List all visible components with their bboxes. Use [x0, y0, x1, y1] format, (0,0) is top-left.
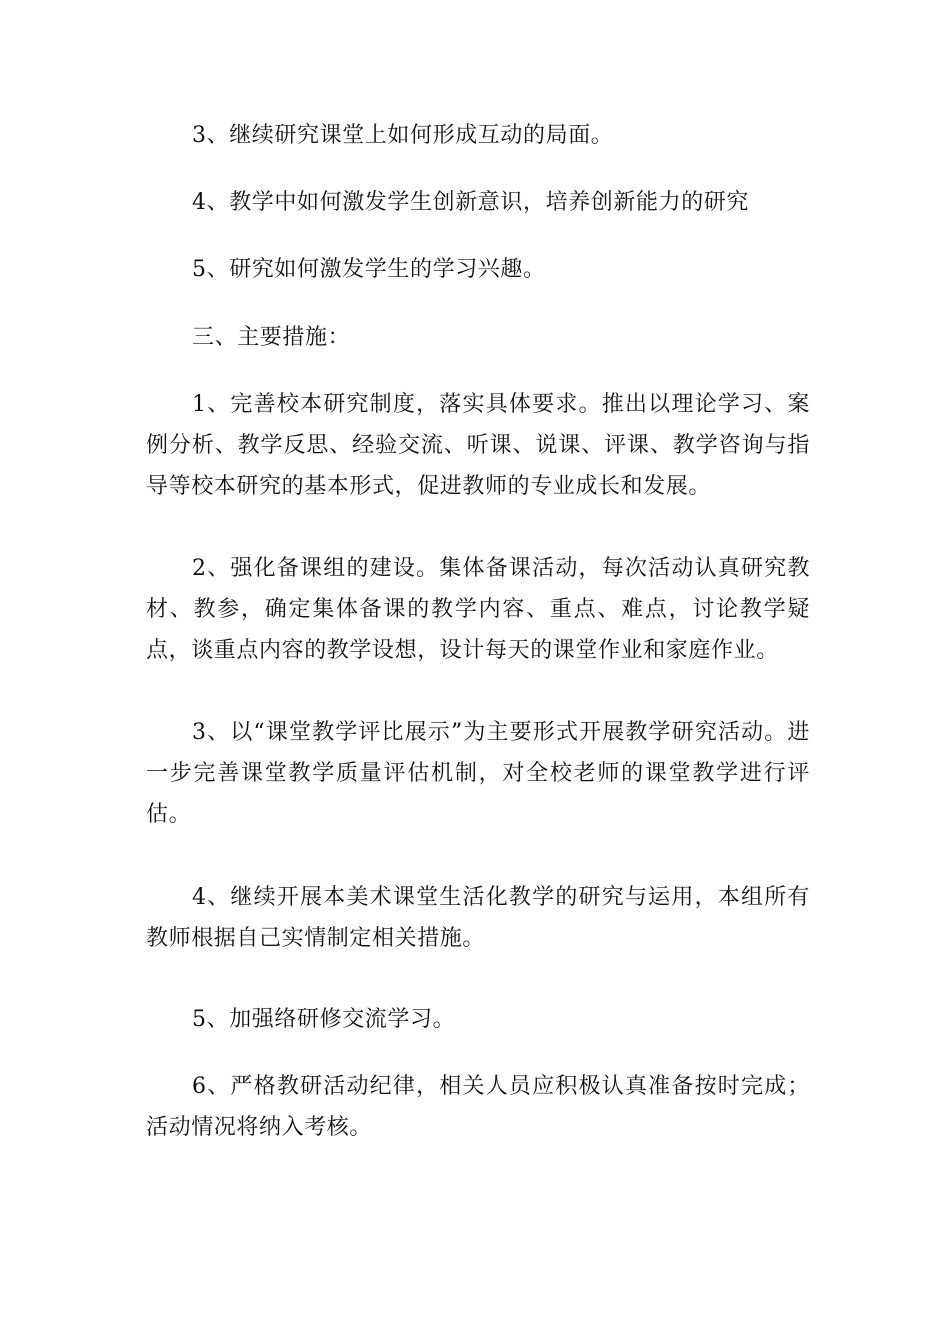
paragraph-item-4-innovation: 4、教学中如何激发学生创新意识，培养创新能力的研究 [192, 190, 749, 215]
paragraph-measure-5: 5、加强络研修交流学习。 [192, 1007, 456, 1032]
paragraph-measure-1: 1、完善校本研究制度，落实具体要求。推出以理论学习、案例分析、教学反思、经验交流、听课、说课、评课、教学咨询与指导等校本研究的基本形式，促进教师的专业成长和发展。 [146, 392, 810, 499]
paragraph-measure-4: 4、继续开展本美术课堂生活化教学的研究与运用，本组所有教师根据自己实情制定相关措施。 [146, 885, 810, 951]
paragraph-measure-2: 2、强化备课组的建设。集体备课活动，每次活动认真研究教材、教参，确定集体备课的教学内容、重点、难点，讨论教学疑点，谈重点内容的教学设想，设计每天的课堂作业和家庭作业。 [146, 556, 810, 663]
paragraph-item-3-interaction: 3、继续研究课堂上如何形成互动的局面。 [192, 123, 614, 148]
section-heading-main-measures: 三、主要措施： [192, 325, 351, 350]
paragraph-measure-6: 6、严格教研活动纪律，相关人员应积极认真准备按时完成；活动情况将纳入考核。 [146, 1074, 810, 1140]
paragraph-item-5-interest: 5、研究如何激发学生的学习兴趣。 [192, 257, 546, 282]
paragraph-measure-3: 3、以“课堂教学评比展示”为主要形式开展教学研究活动。进一步完善课堂教学质量评估机制，对全校老师的课堂教学进行评估。 [146, 720, 810, 827]
